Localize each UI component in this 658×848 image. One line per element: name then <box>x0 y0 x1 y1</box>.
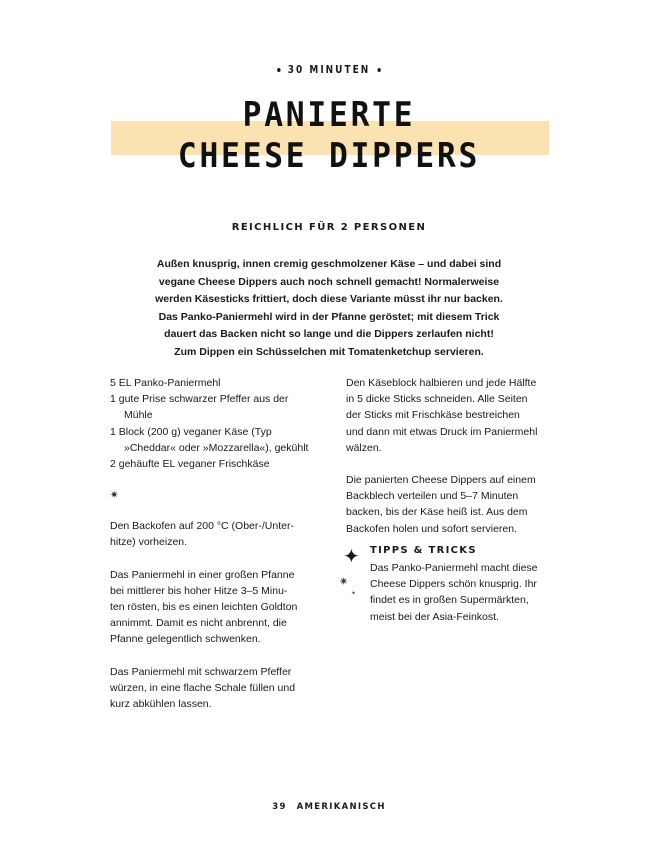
page-footer <box>0 802 658 812</box>
intro-paragraph <box>150 256 508 362</box>
sparkle-icon: ✷ <box>110 490 119 502</box>
intro-line: vegane Cheese Dippers auch noch schnell gemacht! Normalerweise <box>158 275 500 288</box>
dot-icon <box>377 68 380 72</box>
ingredient-list <box>110 375 322 472</box>
step-line: bei mittlerer bis hoher Hitze 3–5 Minu- <box>110 584 288 597</box>
step-paragraph <box>346 472 554 537</box>
intro-line: werden Käsesticks frittiert, doch diese Variante müsst ihr nur backen. <box>155 293 503 306</box>
step-line: und dann mit etwas Druck im Paniermehl <box>346 425 538 438</box>
intro-line: Zum Dippen ein Schüsselchen mit Tomatenketchup servieren. <box>174 345 484 358</box>
recipe-title-line-1: PANIERTE <box>242 95 416 135</box>
tips-line: meist bei der Asia-Feinkost. <box>370 610 499 623</box>
step-line: annimmt. Damit es nicht anbrennt, die <box>110 617 287 630</box>
step-paragraph <box>110 664 322 713</box>
tips-heading: TIPPS & TRICKS <box>370 545 477 556</box>
section-name: AMERIKANISCH <box>296 802 386 812</box>
step-paragraph <box>110 518 322 550</box>
ingredient-item: 1 Block (200 g) veganer Käse (Typ <box>110 425 272 438</box>
ingredient-item-continued: Mühle <box>124 409 153 422</box>
step-line: Den Käseblock halbieren und jede Hälfte <box>346 377 537 389</box>
step-line: ten rösten, bis es einen leichten Goldton <box>110 601 298 614</box>
tips-line: findet es in großen Supermärkten, <box>370 594 529 607</box>
right-column <box>346 375 554 537</box>
time-badge <box>49 64 608 76</box>
step-line: Die panierten Cheese Dippers auf einem <box>346 474 536 487</box>
step-line: Das Paniermehl in einer großen Pfanne <box>110 568 295 581</box>
intro-line: Das Panko-Paniermehl wird in der Pfanne geröstet; mit diesem Trick <box>158 310 500 323</box>
dot-icon <box>278 68 281 72</box>
step-line: backen, bis der Käse heiß ist. Aus dem <box>346 506 528 519</box>
sparkle-icon: ✦ <box>343 546 360 568</box>
tips-line: Cheese Dippers schön knusprig. Ihr <box>370 578 537 591</box>
step-line: Backofen holen und sofort servieren. <box>346 522 518 535</box>
left-column <box>110 375 322 712</box>
step-line: Den Backofen auf 200 °C (Ober-/Unter- <box>110 520 294 533</box>
ingredient-item: 2 gehäufte EL veganer Frischkäse <box>110 458 270 471</box>
sparkle-icon: ✦ <box>351 591 357 597</box>
intro-line: Außen knusprig, innen cremig geschmolzener Käse – und dabei sind <box>156 258 502 270</box>
step-paragraph <box>346 375 554 456</box>
servings-label: REICHLICH FÜR 2 PERSONEN <box>231 222 427 233</box>
time-badge-label: 30 MINUTEN <box>287 64 371 76</box>
step-line: Backblech verteilen und 5–7 Minuten <box>346 490 519 503</box>
step-line: Das Paniermehl mit schwarzem Pfeffer <box>110 665 292 678</box>
ingredient-item-continued: »Cheddar« oder »Mozzarella«), gekühlt <box>124 441 309 454</box>
step-line: in 5 dicke Sticks schneiden. Alle Seiten <box>346 393 528 406</box>
step-line: Pfanne gelegentlich schwenken. <box>110 633 261 646</box>
step-line: der Sticks mit Frischkäse bestreichen <box>346 409 520 422</box>
intro-line: dauert das Backen nicht so lange und die Dippers zerlaufen nicht! <box>164 328 494 341</box>
sparkle-icon: ✷ <box>339 576 349 588</box>
tips-line: Das Panko-Paniermehl macht diese <box>370 562 538 574</box>
step-line: würzen, in eine flache Schale füllen und <box>110 681 296 694</box>
step-paragraph <box>110 567 322 648</box>
ingredient-item: 5 EL Panko-Paniermehl <box>110 377 221 389</box>
recipe-title-line-2: CHEESE DIPPERS <box>177 136 481 176</box>
step-line: kurz abkühlen lassen. <box>110 698 212 711</box>
page-number: 39 <box>272 802 287 812</box>
step-line: hitze) vorheizen. <box>110 536 188 549</box>
step-line: wälzen. <box>346 441 382 454</box>
tips-text <box>370 560 560 625</box>
ingredient-item: 1 gute Prise schwarzer Pfeffer aus der <box>110 393 289 406</box>
